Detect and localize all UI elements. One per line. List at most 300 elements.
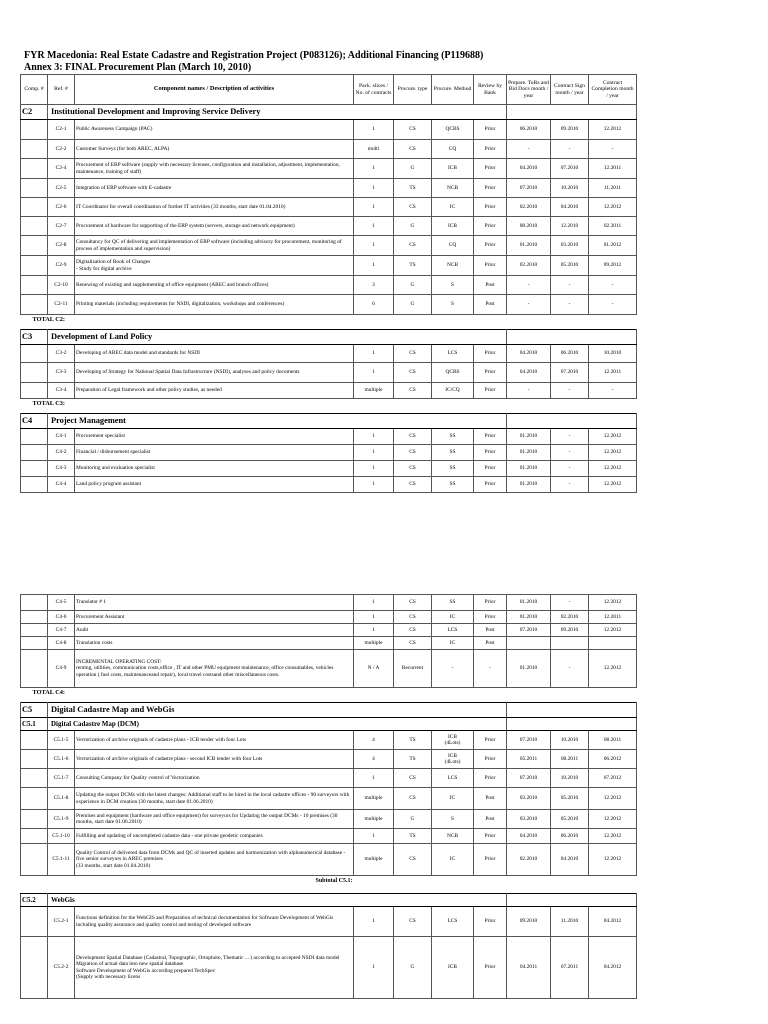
- cell-ref: C4-5: [48, 595, 75, 611]
- cell-procure-type: CS: [394, 907, 432, 937]
- cell-review: Prior: [474, 363, 507, 383]
- cell-prepare: 02.2010: [507, 844, 551, 876]
- total-blank: [354, 399, 637, 409]
- table-row: [21, 429, 637, 445]
- cell-review: Prior: [474, 595, 507, 611]
- cell-procure-method: SS: [432, 445, 474, 461]
- cell-description: Developing of AREC data model and standards for NSDI: [75, 345, 354, 363]
- col-comp: Comp. #: [21, 75, 48, 105]
- cell-description: Customer Surveys (for both AREC, ALPA): [75, 140, 354, 159]
- cell-review: Prior: [474, 731, 507, 750]
- section-blank: [507, 330, 637, 345]
- cell-procure-type: TS: [394, 750, 432, 769]
- col-ref: Ref. #: [48, 75, 75, 105]
- cell-review: Prior: [474, 236, 507, 256]
- cell-review: Post: [474, 637, 507, 650]
- cell-procure-method: IC: [432, 198, 474, 217]
- cell-pack: 6: [354, 295, 394, 315]
- cell-review: Post: [474, 276, 507, 295]
- cell-pack: 1: [354, 217, 394, 236]
- section-title: Digital Cadastre Map and WebGis: [48, 703, 507, 718]
- cell-ref: C4-7: [48, 624, 75, 637]
- subsection-title: WebGis: [48, 894, 507, 907]
- cell-pack: multi: [354, 140, 394, 159]
- cell-ref: C3-3: [48, 363, 75, 383]
- cell-comp: [21, 769, 48, 788]
- cell-procure-method: LCS: [432, 769, 474, 788]
- cell-procure-method: ICB: [432, 159, 474, 179]
- cell-procure-method: IC: [432, 788, 474, 810]
- cell-sign: -: [551, 650, 589, 688]
- cell-comp: [21, 179, 48, 198]
- cell-review: Prior: [474, 256, 507, 276]
- section-title: Project Management: [48, 414, 507, 429]
- cell-completion: 12.2012: [589, 844, 637, 876]
- cell-ref: C2-5: [48, 179, 75, 198]
- table-row: [21, 769, 637, 788]
- subtotal-blank: [354, 876, 637, 886]
- cell-completion: 12.2012: [589, 477, 637, 493]
- cell-review: Prior: [474, 345, 507, 363]
- cell-description: Translator # 1: [75, 595, 354, 611]
- cell-procure-method: CQ: [432, 236, 474, 256]
- cell-procure-type: CS: [394, 844, 432, 876]
- col-pmethod: Procure. Method: [432, 75, 474, 105]
- cell-completion: 12.2011: [589, 363, 637, 383]
- cell-ref: C5.1-8: [48, 788, 75, 810]
- subtotal-row: [21, 876, 637, 886]
- total-row: [21, 399, 637, 409]
- cell-procure-method: LCS: [432, 345, 474, 363]
- cell-pack: multiple: [354, 810, 394, 829]
- cell-completion: -: [589, 140, 637, 159]
- cell-completion: 12.2012: [589, 650, 637, 688]
- cell-procure-type: TS: [394, 829, 432, 844]
- section-blank: [507, 414, 637, 429]
- cell-sign: 04.2010: [551, 198, 589, 217]
- table-row: [21, 276, 637, 295]
- cell-pack: 1: [354, 429, 394, 445]
- cell-comp: [21, 650, 48, 688]
- cell-comp: [21, 445, 48, 461]
- page-subtitle: Annex 3: FINAL Procurement Plan (March 10, 2010): [24, 62, 252, 73]
- cell-procure-method: S: [432, 276, 474, 295]
- cell-ref: C4-9: [48, 650, 75, 688]
- cell-procure-method: NCB: [432, 179, 474, 198]
- cell-prepare: 04.2010: [507, 159, 551, 179]
- cell-comp: [21, 477, 48, 493]
- table-row: [21, 907, 637, 937]
- total-blank: [354, 315, 637, 325]
- cell-pack: multiple: [354, 844, 394, 876]
- cell-ref: C5.1-7: [48, 769, 75, 788]
- cell-completion: 04.2012: [589, 937, 637, 999]
- cell-review: Prior: [474, 937, 507, 999]
- cell-comp: [21, 461, 48, 477]
- cell-prepare: 01.2010: [507, 461, 551, 477]
- cell-sign: -: [551, 477, 589, 493]
- cell-pack: 3: [354, 276, 394, 295]
- table-row: [21, 256, 637, 276]
- total-row: [21, 315, 637, 325]
- cell-prepare: 07.2010: [507, 624, 551, 637]
- cell-sign: 06.2010: [551, 829, 589, 844]
- cell-description: Public Awareness Campaign (PAC): [75, 120, 354, 140]
- cell-description: Monitoring and evaluation specialist: [75, 461, 354, 477]
- cell-description: Procurement of hardware for supporting of the ERP system (servers, storage and network equipment): [75, 217, 354, 236]
- cell-completion: 02.2011: [589, 217, 637, 236]
- cell-ref: C5.1-6: [48, 750, 75, 769]
- cell-comp: [21, 236, 48, 256]
- cell-procure-type: G: [394, 810, 432, 829]
- table-row: [21, 445, 637, 461]
- cell-sign: 10.2010: [551, 731, 589, 750]
- cell-description: Procurement of ERP software (supply with necessary licenses, configuration and installation, adjustment, implementation, maintenance, training of staff): [75, 159, 354, 179]
- cell-description: Printing materials (including requirements for NSDI, digitalization, workshops and conferences): [75, 295, 354, 315]
- cell-description: Quality Control of delivered data from DCMs and QC of inserted updates and harmonization with alphanumerical database - five senior surveyors in AREC premises (33 months, start date 01.04.2010): [75, 844, 354, 876]
- cell-prepare: -: [507, 295, 551, 315]
- cell-procure-method: ICB (4Lots): [432, 750, 474, 769]
- cell-completion: 09.2012: [589, 256, 637, 276]
- cell-procure-type: CS: [394, 637, 432, 650]
- cell-completion: 04.2012: [589, 907, 637, 937]
- col-prepare: Prepare. ToRs and Bid Docs month / year: [507, 75, 551, 105]
- cell-pack: 4: [354, 750, 394, 769]
- cell-procure-type: TS: [394, 731, 432, 750]
- subsection-title: Digital Cadastre Map (DCM): [48, 718, 507, 731]
- cell-procure-method: SS: [432, 429, 474, 445]
- cell-pack: 1: [354, 769, 394, 788]
- cell-ref: C4-2: [48, 445, 75, 461]
- table-row: [21, 345, 637, 363]
- cell-review: Prior: [474, 159, 507, 179]
- col-pack: Pack. slices / No. of contracts: [354, 75, 394, 105]
- cell-comp: [21, 295, 48, 315]
- cell-pack: 1: [354, 907, 394, 937]
- cell-procure-method: ICB: [432, 937, 474, 999]
- cell-completion: 08.2011: [589, 731, 637, 750]
- cell-description: Audit: [75, 624, 354, 637]
- cell-comp: [21, 810, 48, 829]
- cell-review: Prior: [474, 383, 507, 399]
- section-blank: [507, 703, 637, 718]
- cell-procure-method: NCB: [432, 256, 474, 276]
- cell-procure-method: -: [432, 650, 474, 688]
- cell-prepare: 06.2010: [507, 120, 551, 140]
- cell-prepare: 02.2010: [507, 256, 551, 276]
- section-header-row: [21, 105, 637, 120]
- cell-procure-type: CS: [394, 595, 432, 611]
- cell-sign: 04.2010: [551, 844, 589, 876]
- cell-review: Prior: [474, 750, 507, 769]
- cell-description: Updating the output DCMs with the latest changes: Additional staff to be hired in the local cadastre offices - 90 surveyors with experience in DCM creation (30 months, start date 01.06.2010): [75, 788, 354, 810]
- cell-completion: [589, 637, 637, 650]
- cell-prepare: 01.2010: [507, 611, 551, 624]
- cell-description: Consultancy for QC of delivering and implementation of ERP software (including advisory for procurement, monitoring of process of implementation and supervision): [75, 236, 354, 256]
- cell-procure-method: S: [432, 810, 474, 829]
- cell-review: Prior: [474, 445, 507, 461]
- cell-pack: 1: [354, 345, 394, 363]
- cell-ref: C5.2-2: [48, 937, 75, 999]
- subtotal-blank: [21, 876, 75, 886]
- cell-comp: [21, 611, 48, 624]
- table-row: [21, 120, 637, 140]
- cell-comp: [21, 788, 48, 810]
- cell-completion: 12.2011: [589, 611, 637, 624]
- table-row: [21, 788, 637, 810]
- cell-comp: [21, 731, 48, 750]
- cell-procure-type: CS: [394, 140, 432, 159]
- cell-comp: [21, 829, 48, 844]
- cell-completion: 06.2012: [589, 750, 637, 769]
- col-completion: Contract Completion month / year: [589, 75, 637, 105]
- cell-review: Prior: [474, 120, 507, 140]
- cell-ref: C3-2: [48, 345, 75, 363]
- cell-ref: C4-4: [48, 477, 75, 493]
- cell-procure-method: SS: [432, 477, 474, 493]
- cell-comp: [21, 937, 48, 999]
- table-row: [21, 363, 637, 383]
- total-label: TOTAL C4:: [32, 688, 65, 696]
- cell-procure-type: Recurrent: [394, 650, 432, 688]
- cell-review: Post: [474, 788, 507, 810]
- cell-description: Translation costs: [75, 637, 354, 650]
- col-ptype: Procure. type: [394, 75, 432, 105]
- cell-review: Post: [474, 295, 507, 315]
- cell-sign: 09.2010: [551, 120, 589, 140]
- cell-procure-method: IC: [432, 844, 474, 876]
- cell-sign: 07.2010: [551, 363, 589, 383]
- total-label: TOTAL C3:: [32, 399, 65, 407]
- cell-procure-type: CS: [394, 383, 432, 399]
- section-header-row: [21, 703, 637, 718]
- cell-review: Prior: [474, 477, 507, 493]
- cell-prepare: 04.2010: [507, 363, 551, 383]
- cell-review: Post: [474, 624, 507, 637]
- cell-ref: C4-6: [48, 611, 75, 624]
- cell-prepare: -: [507, 276, 551, 295]
- cell-pack: 1: [354, 477, 394, 493]
- cell-procure-type: CS: [394, 429, 432, 445]
- cell-prepare: -: [507, 383, 551, 399]
- procurement-table-page-2: [20, 594, 637, 999]
- cell-review: Prior: [474, 461, 507, 477]
- cell-sign: [551, 637, 589, 650]
- section-code: C5: [21, 703, 48, 718]
- cell-description: Developing of Strategy for National Spatial Data Infrastructure (NSDI), analyses and policy documents: [75, 363, 354, 383]
- cell-procure-method: LCS: [432, 907, 474, 937]
- cell-review: Prior: [474, 844, 507, 876]
- cell-procure-type: CS: [394, 477, 432, 493]
- table-row: [21, 295, 637, 315]
- table-row: [21, 179, 637, 198]
- table-row: [21, 236, 637, 256]
- cell-completion: 12.2012: [589, 198, 637, 217]
- cell-description: IT Coordinator for overall coordination of further IT activities (33 months, start date 01.04.2010): [75, 198, 354, 217]
- subsection-blank: [507, 718, 637, 731]
- cell-description: Digitalization of Book of Changes - Study for digital archive: [75, 256, 354, 276]
- cell-procure-method: SS: [432, 595, 474, 611]
- cell-procure-type: CS: [394, 445, 432, 461]
- cell-ref: C2-6: [48, 198, 75, 217]
- cell-procure-type: G: [394, 217, 432, 236]
- cell-prepare: 07.2010: [507, 731, 551, 750]
- cell-ref: C5.1-9: [48, 810, 75, 829]
- cell-procure-type: G: [394, 937, 432, 999]
- table-row: [21, 810, 637, 829]
- cell-ref: C2-8: [48, 236, 75, 256]
- column-header-row: [21, 75, 637, 105]
- cell-pack: 1: [354, 595, 394, 611]
- cell-description: Functions definition for the WebGIS and Preparation of technical documentation for Software Development of WebGis including quality assurance and quality control and testing of developed software: [75, 907, 354, 937]
- cell-completion: 12.2012: [589, 829, 637, 844]
- cell-sign: -: [551, 276, 589, 295]
- cell-completion: 12.2012: [589, 120, 637, 140]
- table-row: [21, 461, 637, 477]
- cell-pack: multiple: [354, 637, 394, 650]
- cell-completion: 12.2012: [589, 624, 637, 637]
- section-title: Development of Land Policy: [48, 330, 507, 345]
- cell-description: Procurement Assistant: [75, 611, 354, 624]
- cell-prepare: 05.2011: [507, 750, 551, 769]
- cell-completion: 07.2012: [589, 769, 637, 788]
- cell-ref: C5.2-1: [48, 907, 75, 937]
- cell-prepare: 03.2010: [507, 810, 551, 829]
- cell-comp: [21, 159, 48, 179]
- cell-procure-type: TS: [394, 256, 432, 276]
- cell-review: Prior: [474, 611, 507, 624]
- cell-sign: -: [551, 461, 589, 477]
- cell-review: Prior: [474, 217, 507, 236]
- total-blank: [354, 688, 637, 698]
- cell-procure-type: CS: [394, 363, 432, 383]
- cell-pack: 1: [354, 179, 394, 198]
- cell-sign: 08.2011: [551, 750, 589, 769]
- cell-sign: 06.2010: [551, 345, 589, 363]
- col-review: Review by Bank: [474, 75, 507, 105]
- cell-procure-method: IC: [432, 637, 474, 650]
- cell-prepare: 07.2010: [507, 179, 551, 198]
- cell-prepare: 01.2010: [507, 236, 551, 256]
- cell-comp: [21, 429, 48, 445]
- cell-procure-type: G: [394, 295, 432, 315]
- cell-ref: C5.1-5: [48, 731, 75, 750]
- cell-comp: [21, 637, 48, 650]
- cell-pack: 1: [354, 256, 394, 276]
- cell-pack: 1: [354, 461, 394, 477]
- cell-pack: 1: [354, 445, 394, 461]
- cell-pack: 1: [354, 611, 394, 624]
- cell-pack: 4: [354, 731, 394, 750]
- cell-completion: 12.2011: [589, 159, 637, 179]
- cell-prepare: -: [507, 140, 551, 159]
- cell-sign: 02.2010: [551, 611, 589, 624]
- cell-description: Renewing of existing and supplementing of office equipment (AREC and branch offices): [75, 276, 354, 295]
- cell-prepare: 04.2011: [507, 937, 551, 999]
- cell-description: Land policy program assistant: [75, 477, 354, 493]
- cell-procure-type: G: [394, 276, 432, 295]
- total-row: [21, 688, 637, 698]
- cell-procure-method: QCBS: [432, 363, 474, 383]
- cell-procure-method: SS: [432, 461, 474, 477]
- table-row: [21, 829, 637, 844]
- cell-prepare: 02.2010: [507, 198, 551, 217]
- cell-procure-method: QCBS: [432, 120, 474, 140]
- subsection-header-row: [21, 718, 637, 731]
- cell-comp: [21, 276, 48, 295]
- cell-procure-method: IC: [432, 611, 474, 624]
- cell-prepare: 01.2010: [507, 595, 551, 611]
- table-row: [21, 844, 637, 876]
- table-row: [21, 140, 637, 159]
- cell-review: Prior: [474, 429, 507, 445]
- subtotal-label: Subtotal C5.1:: [315, 877, 353, 884]
- table-row: [21, 159, 637, 179]
- cell-sign: 11.2010: [551, 907, 589, 937]
- cell-sign: -: [551, 445, 589, 461]
- cell-ref: C2-2: [48, 140, 75, 159]
- cell-completion: -: [589, 295, 637, 315]
- table-row: [21, 611, 637, 624]
- cell-review: Prior: [474, 907, 507, 937]
- cell-pack: 1: [354, 363, 394, 383]
- cell-procure-type: CS: [394, 461, 432, 477]
- table-row: [21, 731, 637, 750]
- col-sign: Contract Sign month / year: [551, 75, 589, 105]
- page-title: FYR Macedonia: Real Estate Cadastre and Registration Project (P083126); Additional Financing (P119688): [24, 50, 484, 61]
- cell-comp: [21, 256, 48, 276]
- cell-completion: 11.2011: [589, 179, 637, 198]
- table-row: [21, 750, 637, 769]
- procurement-table-page-1: [20, 74, 637, 493]
- cell-ref: C2-9: [48, 256, 75, 276]
- subsection-code: C5.2: [21, 894, 48, 907]
- table-row: [21, 637, 637, 650]
- cell-comp: [21, 383, 48, 399]
- cell-sign: -: [551, 295, 589, 315]
- cell-comp: [21, 363, 48, 383]
- cell-procure-method: ICB (4Lots): [432, 731, 474, 750]
- total-label: TOTAL C2:: [32, 315, 65, 323]
- cell-procure-type: G: [394, 159, 432, 179]
- cell-sign: -: [551, 429, 589, 445]
- cell-review: Prior: [474, 769, 507, 788]
- cell-prepare: 09.2010: [507, 907, 551, 937]
- cell-comp: [21, 750, 48, 769]
- cell-review: -: [474, 650, 507, 688]
- cell-ref: C5.1-11: [48, 844, 75, 876]
- cell-pack: 1: [354, 236, 394, 256]
- cell-completion: 12.2012: [589, 445, 637, 461]
- cell-comp: [21, 595, 48, 611]
- section-code: C3: [21, 330, 48, 345]
- cell-description: Development Spatial Database (Cadastral, Topographic, Ortophoto, Thematic ... ) according to accepted NSDI data model Migration of actual data into new spatial database Software Development of WebGis according prepared TechSpec (Supply with necessary licens: [75, 937, 354, 999]
- cell-ref: C5.1-10: [48, 829, 75, 844]
- cell-sign: -: [551, 140, 589, 159]
- cell-procure-type: CS: [394, 769, 432, 788]
- cell-description: Fulfilling and updating of uncompleted cadastre data - one private geodetic companies: [75, 829, 354, 844]
- cell-ref: C2-4: [48, 159, 75, 179]
- cell-sign: 07.2011: [551, 937, 589, 999]
- col-component: Component names / Description of activities: [75, 75, 354, 105]
- cell-sign: 05.2010: [551, 810, 589, 829]
- cell-pack: 1: [354, 159, 394, 179]
- cell-comp: [21, 624, 48, 637]
- cell-prepare: 01.2010: [507, 650, 551, 688]
- cell-ref: C3-4: [48, 383, 75, 399]
- cell-ref: C2-10: [48, 276, 75, 295]
- cell-prepare: 07.2010: [507, 769, 551, 788]
